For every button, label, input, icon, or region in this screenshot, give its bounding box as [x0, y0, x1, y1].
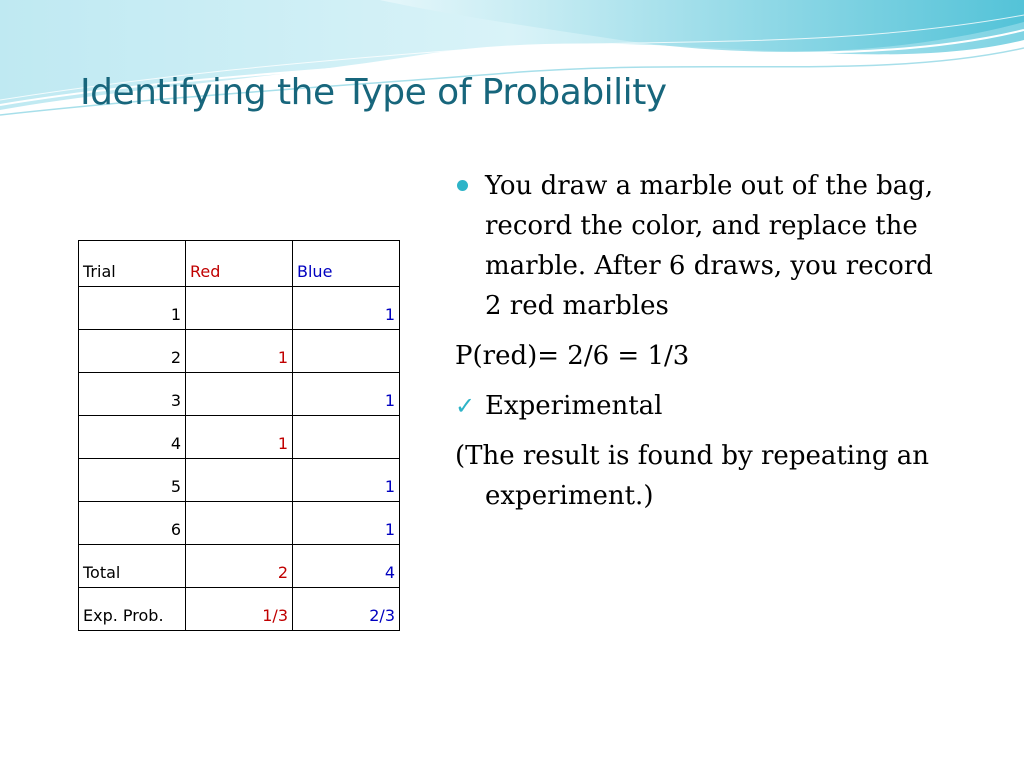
trial-cell: 6 [79, 502, 186, 545]
table-exp-prob-row [79, 588, 400, 631]
total-blue: 4 [293, 545, 400, 588]
trial-cell: 4 [79, 416, 186, 459]
blue-cell [293, 416, 400, 459]
red-cell [186, 373, 293, 416]
probability-line: P(red)= 2/6 = 1/3 [455, 341, 690, 371]
table-row [79, 459, 400, 502]
blue-cell: 1 [293, 373, 400, 416]
header-red: Red [186, 241, 293, 287]
table-total-row [79, 545, 400, 588]
bullet-text: You draw a marble out of the bag, record the color, and replace the marble. After 6 draws, you record 2 red marbles [485, 171, 934, 321]
exp-prob-red: 1/3 [186, 588, 293, 631]
trial-cell: 5 [79, 459, 186, 502]
trial-cell: 2 [79, 330, 186, 373]
bullet-item-checked [455, 386, 935, 426]
blue-cell: 1 [293, 459, 400, 502]
table-row [79, 330, 400, 373]
table-row [79, 502, 400, 545]
total-label: Total [79, 545, 186, 588]
bullet-dot-icon [457, 180, 468, 191]
red-cell: 1 [186, 330, 293, 373]
trial-cell: 3 [79, 373, 186, 416]
red-cell [186, 502, 293, 545]
blue-cell [293, 330, 400, 373]
checkmark-icon: ✓ [455, 392, 476, 420]
bullet-item [455, 166, 935, 326]
bullet-text: Experimental [485, 391, 663, 421]
red-cell [186, 287, 293, 330]
exp-prob-blue: 2/3 [293, 588, 400, 631]
explanation-line: (The result is found by repeating an experiment.) [455, 441, 930, 511]
table-row [79, 416, 400, 459]
blue-cell: 1 [293, 502, 400, 545]
header-blue: Blue [293, 241, 400, 287]
slide-title: Identifying the Type of Probability [80, 72, 667, 113]
table-row [79, 373, 400, 416]
total-red: 2 [186, 545, 293, 588]
exp-prob-label: Exp. Prob. [79, 588, 186, 631]
bullet-list [455, 166, 935, 516]
marble-trials-table [78, 240, 400, 631]
header-trial: Trial [79, 241, 186, 287]
table-row [79, 287, 400, 330]
red-cell [186, 459, 293, 502]
trial-cell: 1 [79, 287, 186, 330]
blue-cell: 1 [293, 287, 400, 330]
red-cell: 1 [186, 416, 293, 459]
table-header-row [79, 241, 400, 287]
